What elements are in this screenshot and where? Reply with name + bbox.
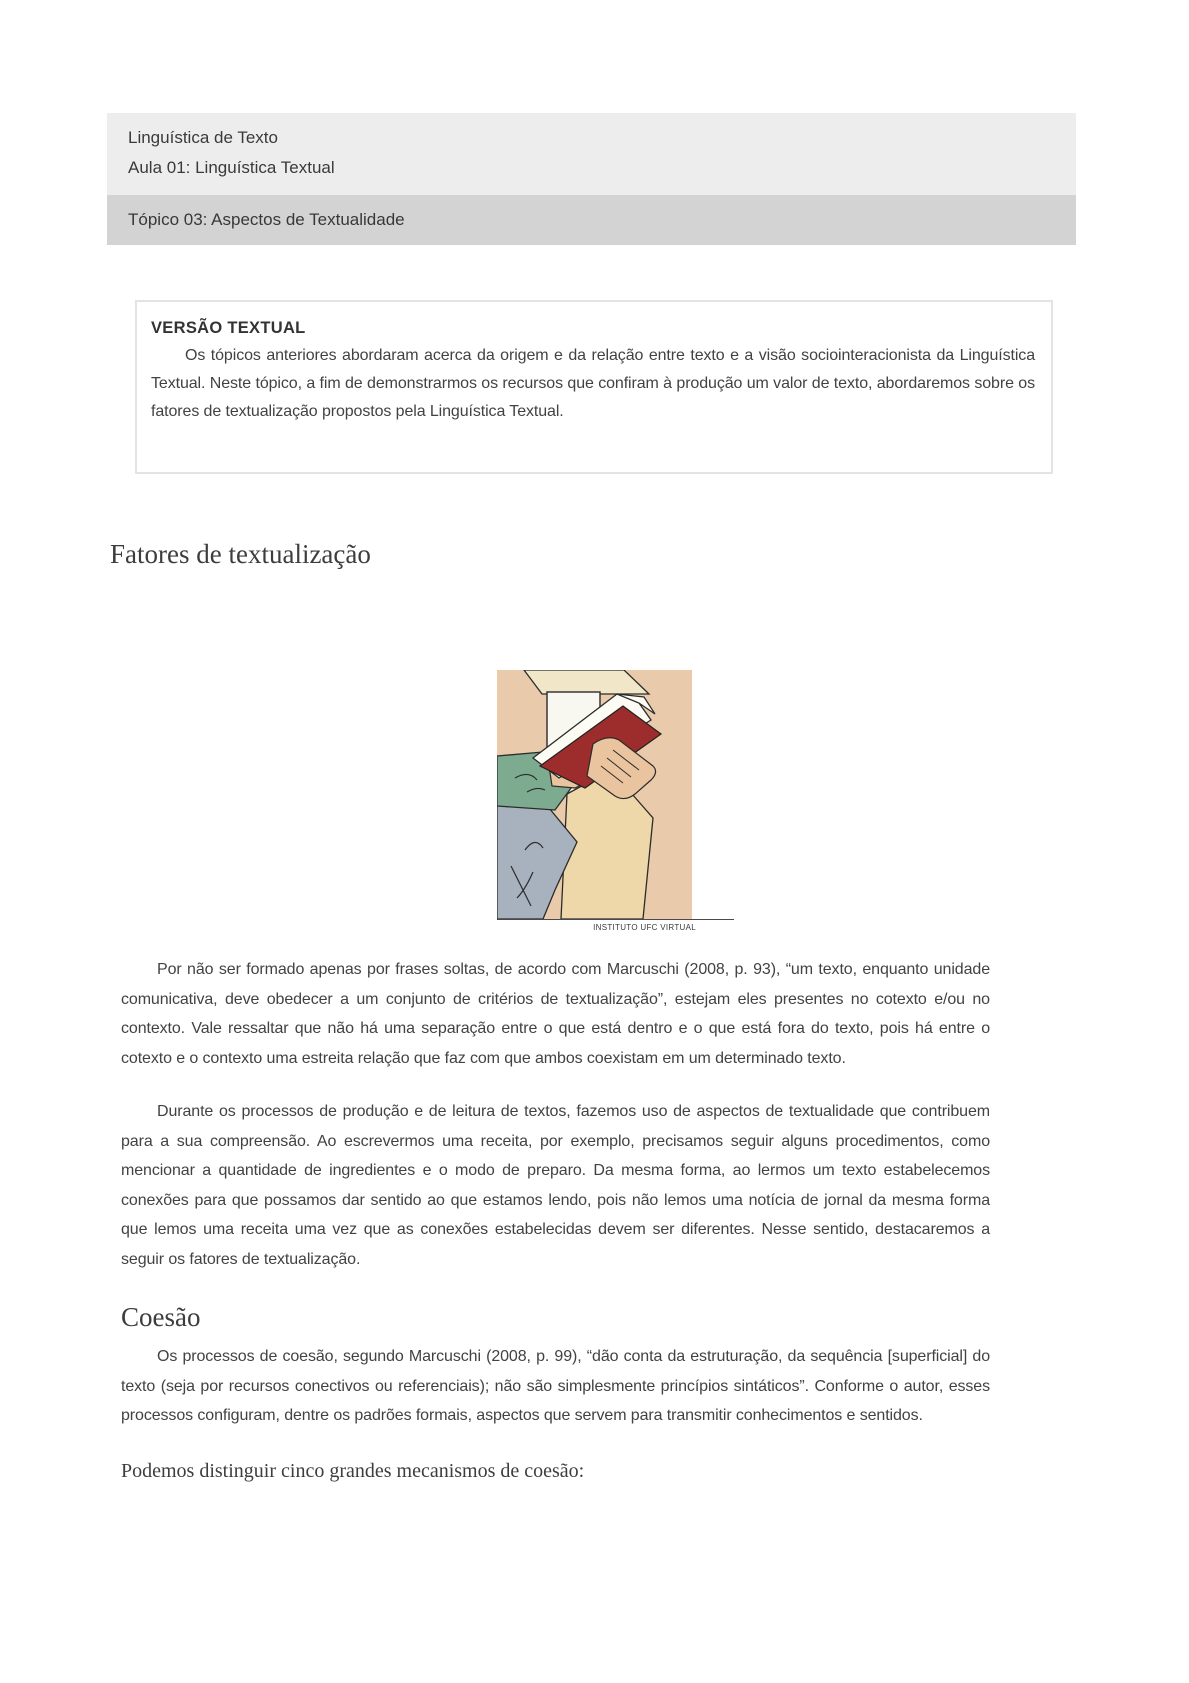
reading-illustration-frame <box>497 670 734 920</box>
fatores-paragraph-2: Durante os processos de produção e de leitura de textos, fazemos uso de aspectos de textualidade que contribuem para a sua compreensão. Ao escrevermos uma receita, por exemplo, precisamos seguir alguns procedimentos, como mencionar a quantidade de ingredientes e o modo de preparo. Da mesma forma, ao lermos um texto estabelecemos conexões para que possamos dar sentido ao que estamos lendo, pois não lemos uma notícia de jornal da mesma forma que lemos uma receita uma vez que as conexões estabelecidas devem ser diferentes. Nesse sentido, destacaremos a seguir os fatores de textualização. <box>121 1103 990 1268</box>
reading-illustration-image <box>497 670 692 919</box>
textual-version-title: VERSÃO TEXTUAL <box>151 319 306 337</box>
section-heading-coesao: Coesão <box>121 1302 201 1332</box>
topic-bar <box>107 195 1076 245</box>
textual-version-box <box>135 300 1053 474</box>
fatores-paragraph-1: Por não ser formado apenas por frases soltas, de acordo com Marcuschi (2008, p. 93), “um texto, enquanto unidade comunicativa, deve obedecer a um conjunto de critérios de textualização”, estejam eles presentes no cotexto e/ou no contexto. Vale ressaltar que não há uma separação entre o que está dentro e o que está fora do texto, pois há entre o cotexto e o contexto uma estreita relação que faz com que ambos coexistam em um determinado texto. <box>121 961 990 1067</box>
lesson-title: Aula 01: Linguística Textual <box>128 158 335 177</box>
coesao-paragraph: Os processos de coesão, segundo Marcuschi (2008, p. 99), “dão conta da estruturação, da sequência [superficial] do texto (seja por recursos conectivos ou referenciais); não são simplesmente princípios sintáticos”. Conforme o autor, esses processos configuram, dentre os padrões formais, aspectos que servem para transmitir conhecimentos e sentidos. <box>121 1348 990 1424</box>
body-column <box>121 955 990 1485</box>
coesao-closing-line: Podemos distinguir cinco grandes mecanismos de coesão: <box>121 1459 585 1482</box>
section-heading-fatores: Fatores de textualização <box>110 539 371 569</box>
textual-version-body: Os tópicos anteriores abordaram acerca da origem e da relação entre texto e a visão sociointeracionista da Linguística Textual. Neste tópico, a fim de demonstrarmos os recursos que confiram à produção um valor de texto, abordaremos sobre os fatores de textualização propostos pela Linguística Textual. <box>151 347 1035 420</box>
reading-illustration-figure <box>497 670 734 933</box>
illustration-caption: INSTITUTO UFC VIRTUAL <box>593 923 696 932</box>
topic-title: Tópico 03: Aspectos de Textualidade <box>128 210 405 229</box>
course-header <box>107 113 1076 195</box>
course-title: Linguística de Texto <box>128 128 278 147</box>
